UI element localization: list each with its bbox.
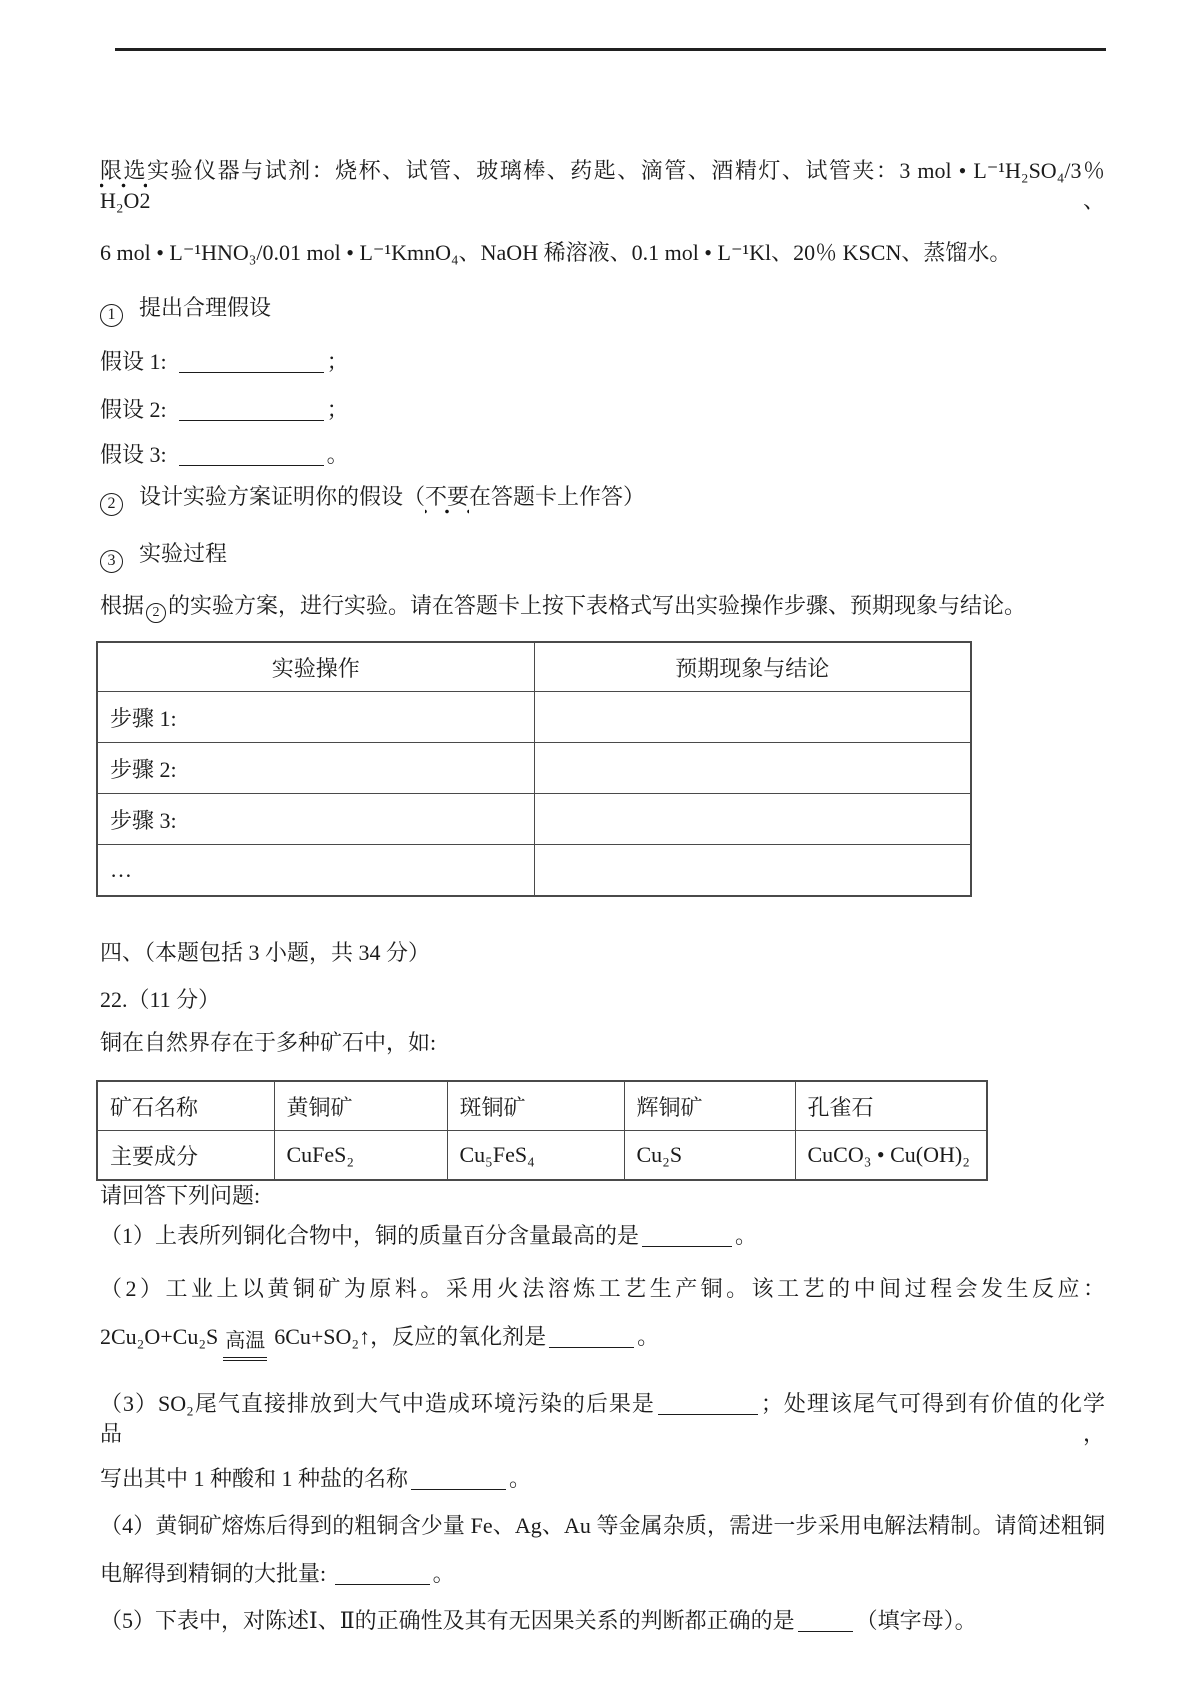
table-row <box>97 845 971 897</box>
reagents-text: 实验仪器与试剂：烧杯、试管、玻璃棒、药匙、滴管、酒精灯、试管夹：3 mol • L⁻¹H₂SO₄/3％ H₂O2、 <box>100 158 1105 213</box>
equation-left: 2Cu₂O+Cu₂S <box>100 1324 219 1349</box>
emphasized-text-buyao: 不要 <box>425 484 469 514</box>
question-2-text: ，反应的氧化剂是 <box>370 1324 547 1349</box>
circled-number-3-icon <box>100 550 123 573</box>
page-header-rule <box>115 48 1106 51</box>
reaction-condition <box>223 1323 267 1361</box>
table-row <box>97 692 971 743</box>
question-2-line-1: （2）工业上以黄铜矿为原料。采用火法溶炼工艺生产铜。该工艺的中间过程会发生反应： <box>100 1276 1105 1301</box>
circled-digit: 3 <box>107 552 116 569</box>
ore-name-cell: 辉铜矿 <box>624 1081 795 1131</box>
composition-label-cell: 主要成分 <box>97 1131 274 1181</box>
ore-name-cell: 黄铜矿 <box>274 1081 447 1131</box>
intro-text-pre: 根据 <box>100 593 145 618</box>
answer-blank <box>642 1226 732 1247</box>
answer-blank <box>179 445 324 466</box>
circled-digit: 2 <box>152 605 160 620</box>
composition-formula-cell: Cu₂S <box>624 1131 795 1181</box>
question-22-intro: 铜在自然界存在于多种矿石中，如: <box>100 1030 437 1055</box>
answer-blank <box>549 1327 634 1348</box>
step-3-heading <box>100 539 1105 573</box>
step-label-cell: 步骤 2: <box>97 743 534 794</box>
intro-text-post: 的实验方案，进行实验。请在答题卡上按下表格式写出实验操作步骤、预期现象与结论。 <box>168 593 1027 618</box>
step-label-cell: … <box>97 845 534 897</box>
emphasized-text-xianxuan: 限选 <box>100 158 147 188</box>
question-1-punct: 。 <box>735 1223 758 1248</box>
composition-formula-cell: Cu₅FeS₄ <box>447 1131 624 1181</box>
step-label-cell: 步骤 3: <box>97 794 534 845</box>
step-2-text-post: 在答题卡上作答） <box>469 484 646 509</box>
question-1-text: （1）上表所列铜化合物中，铜的质量百分含量最高的是 <box>100 1223 640 1248</box>
step-3-text: 实验过程 <box>139 541 228 566</box>
equation-right: 6Cu+SO₂↑ <box>274 1324 371 1349</box>
question-3-text-pre: （3）SO₂尾气直接排放到大气中造成环境污染的后果是 <box>100 1391 655 1416</box>
circled-digit: 2 <box>107 495 116 512</box>
empty-answer-cell <box>534 794 971 845</box>
question-5-text: （5）下表中，对陈述Ⅰ、Ⅱ的正确性及其有无因果关系的判断都正确的是 <box>100 1608 795 1633</box>
empty-answer-cell <box>534 692 971 743</box>
table-row <box>97 743 971 794</box>
composition-formula-cell: CuFeS₂ <box>274 1131 447 1181</box>
step-2-heading <box>100 482 1105 516</box>
answer-blank <box>179 400 324 421</box>
question-2-equation-line <box>100 1320 1105 1361</box>
question-1-line <box>100 1221 1105 1251</box>
hypothesis-1-line <box>100 347 1105 377</box>
hypothesis-2-line <box>100 395 1105 425</box>
answer-blank <box>798 1611 853 1632</box>
composition-formula-cell: CuCO₃ • Cu(OH)₂ <box>795 1131 987 1181</box>
circled-number-2-icon <box>100 493 123 516</box>
question-4-line-2 <box>100 1559 1105 1589</box>
exp-table-header-result: 预期现象与结论 <box>534 642 971 692</box>
question-3-text-line2: 写出其中 1 种酸和 1 种盐的名称 <box>100 1466 409 1491</box>
hypothesis-3-punct: 。 <box>326 442 349 467</box>
reaction-condition-text: 高温 <box>225 1330 266 1352</box>
question-2-punct: 。 <box>637 1324 660 1349</box>
answer-blank <box>335 1564 430 1585</box>
hypothesis-3-label: 假设 3: <box>100 442 167 467</box>
step-1-heading <box>100 293 1105 327</box>
hypothesis-3-line <box>100 440 1105 470</box>
answer-blank <box>179 352 324 373</box>
exp-table-header-row <box>97 642 971 692</box>
table-row <box>97 794 971 845</box>
step-1-text: 提出合理假设 <box>139 295 272 320</box>
empty-answer-cell <box>534 743 971 794</box>
mineral-name-header-cell: 矿石名称 <box>97 1081 274 1131</box>
table-row <box>97 1131 987 1181</box>
table-row <box>97 1081 987 1131</box>
question-5-line <box>100 1606 1105 1636</box>
question-3-line-2 <box>100 1464 1105 1494</box>
question-3-line-1 <box>100 1389 1105 1449</box>
hypothesis-2-punct: ； <box>326 397 349 422</box>
empty-answer-cell <box>534 845 971 897</box>
answer-blank <box>411 1469 506 1490</box>
question-3-text-post: ；处理该尾气可得到有价值的化学品， <box>100 1391 1105 1446</box>
circled-number-1-icon <box>100 304 123 327</box>
answer-blank <box>658 1394 758 1415</box>
ore-name-cell: 斑铜矿 <box>447 1081 624 1131</box>
reagents-line-1 <box>100 156 1105 216</box>
question-5-text-post: （填字母）。 <box>855 1608 977 1633</box>
questions-intro: 请回答下列问题: <box>100 1183 261 1208</box>
question-3-punct: 。 <box>509 1466 532 1491</box>
hypothesis-1-punct: ； <box>326 349 349 374</box>
hypothesis-1-label: 假设 1: <box>100 349 167 374</box>
mineral-table <box>96 1080 988 1181</box>
circled-number-2-inline-icon <box>146 603 166 623</box>
experiment-steps-table <box>96 641 972 897</box>
hypothesis-2-label: 假设 2: <box>100 397 167 422</box>
experiment-table-intro <box>100 591 1105 623</box>
step-2-text-pre: 设计实验方案证明你的假设（ <box>139 484 426 509</box>
circled-digit: 1 <box>107 306 116 323</box>
question-22-heading: 22.（11 分） <box>100 987 221 1012</box>
reagents-line-2: 6 mol • L⁻¹HNO₃/0.01 mol • L⁻¹KmnO₄、NaOH 稀溶液、0.1 mol • L⁻¹Kl、20％ KSCN、蒸馏水。 <box>100 240 1012 265</box>
step-label-cell: 步骤 1: <box>97 692 534 743</box>
question-4-line-1: （4）黄铜矿熔炼后得到的粗铜含少量 Fe、Ag、Au 等金属杂质，需进一步采用电解法精制。请简述粗铜 <box>100 1513 1105 1538</box>
section-4-heading: 四、（本题包括 3 小题，共 34 分） <box>100 940 431 965</box>
question-4-punct: 。 <box>432 1561 455 1586</box>
question-4-text-line2: 电解得到精铜的大批量: <box>100 1561 332 1586</box>
ore-name-cell: 孔雀石 <box>795 1081 987 1131</box>
exp-table-header-operation: 实验操作 <box>97 642 534 692</box>
